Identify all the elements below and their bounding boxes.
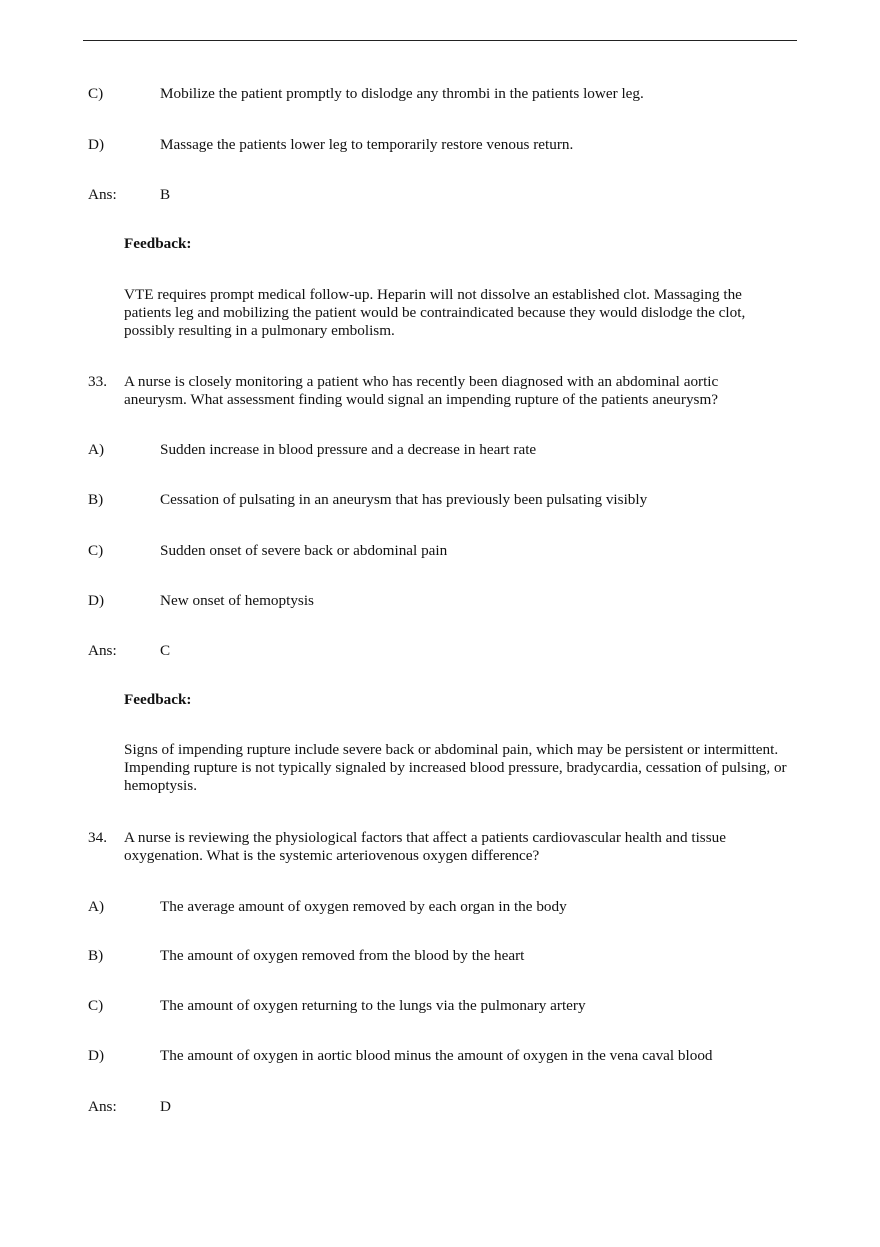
header-rule	[83, 40, 797, 41]
feedback-heading: Feedback:	[124, 691, 192, 708]
question-text: A nurse is closely monitoring a patient who has recently been diagnosed with an abdominal aortic aneurysm. What assessment finding would signal an impending rupture of the patients aneurysm?	[124, 373, 719, 408]
option-letter: A)	[88, 441, 105, 458]
feedback-text: VTE requires prompt medical follow-up. Heparin will not dissolve an established clot. Massaging the patients leg and mobilizing the patient would be contraindicated because they would dislodge the clot, possibly resulting in a pulmonary embolism.	[124, 286, 746, 339]
option-letter: C)	[88, 997, 104, 1014]
answer-label: Ans:	[88, 1098, 117, 1115]
answer-label: Ans:	[88, 642, 117, 659]
option-text: Mobilize the patient promptly to dislodge any thrombi in the patients lower leg.	[160, 85, 644, 102]
answer-value: D	[160, 1098, 171, 1115]
answer-label: Ans:	[88, 186, 117, 203]
question-number: 33.	[88, 373, 107, 390]
option-letter: D)	[88, 592, 105, 609]
feedback-heading: Feedback:	[124, 235, 192, 252]
option-letter: B)	[88, 947, 104, 964]
option-text: The amount of oxygen removed from the blood by the heart	[160, 947, 525, 964]
option-letter: B)	[88, 491, 104, 508]
answer-value: C	[160, 642, 171, 659]
question-text: A nurse is reviewing the physiological factors that affect a patients cardiovascular health and tissue oxygenation. What is the systemic arteriovenous oxygen difference?	[124, 829, 726, 864]
answer-value: B	[160, 186, 171, 203]
feedback-text: Signs of impending rupture include severe back or abdominal pain, which may be persistent or intermittent. Impending rupture is not typically signaled by increased blood pressure, bradycardia, cessation of pulsing, or hemoptysis.	[124, 741, 787, 794]
option-text: Massage the patients lower leg to temporarily restore venous return.	[160, 136, 574, 153]
option-letter: D)	[88, 136, 105, 153]
option-text: New onset of hemoptysis	[160, 592, 314, 609]
option-text: The amount of oxygen in aortic blood minus the amount of oxygen in the vena caval blood	[160, 1047, 713, 1064]
option-letter: D)	[88, 1047, 105, 1064]
option-text: The amount of oxygen returning to the lungs via the pulmonary artery	[160, 997, 586, 1014]
option-letter: C)	[88, 542, 104, 559]
option-text: Sudden onset of severe back or abdominal pain	[160, 542, 448, 559]
option-text: The average amount of oxygen removed by each organ in the body	[160, 898, 567, 915]
option-letter: C)	[88, 85, 104, 102]
question-number: 34.	[88, 829, 107, 846]
option-text: Sudden increase in blood pressure and a decrease in heart rate	[160, 441, 537, 458]
option-text: Cessation of pulsating in an aneurysm that has previously been pulsating visibly	[160, 491, 648, 508]
option-letter: A)	[88, 898, 105, 915]
